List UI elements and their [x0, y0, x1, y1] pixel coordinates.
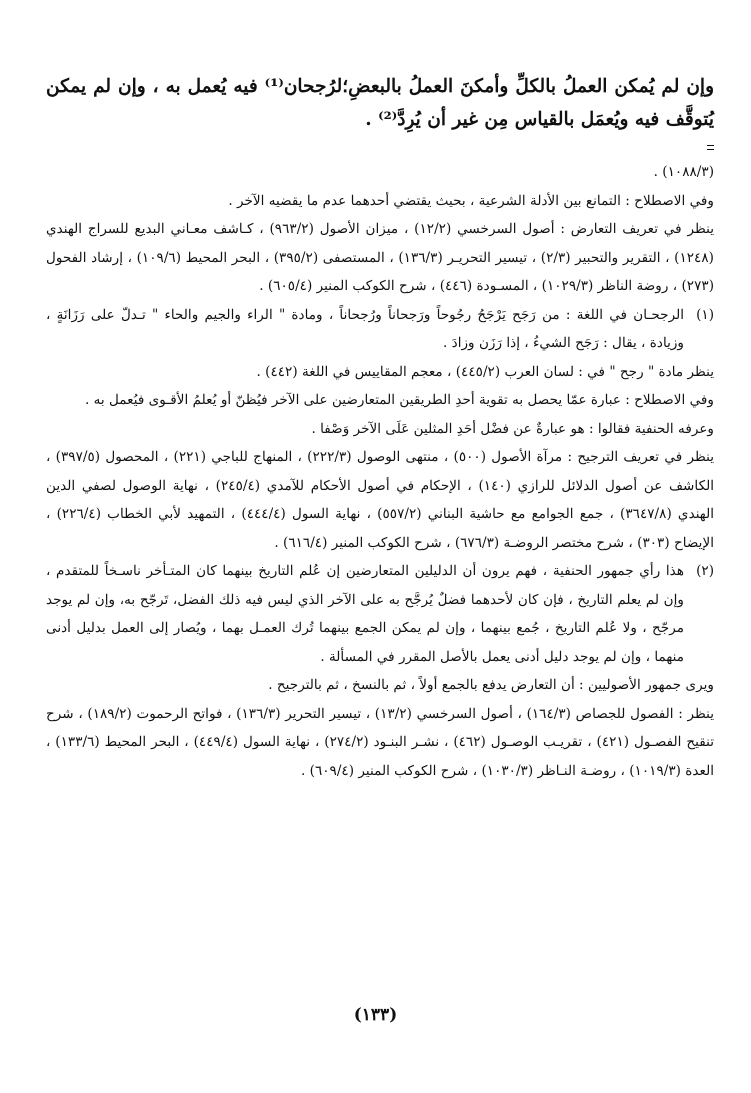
footnote-1 — [46, 301, 714, 358]
footnote-paragraph: ينظر : الفصول للجصاص (١٦٤/٣) ، أصول السرخسي (١٣/٢) ، تيسير التحرير (١٣٦/٣) ، فواتح الرحموت (١٨٩/٢) ، شرح تنقيح الفصـول (٤٢١) ، تقريـب الوصـول (٤٦٢) ، نشـر البنـود (٢٧٤/٢) ، نهاية السول (٤٤٩/٤) ، البحر المحيط (١٣٣/٦) ، العدة (١٠١٩/٣) ، روضـة النـاظر (١٠٣٠/٣) ، شرح الكوكب المنير (٦٠٩/٤) . — [46, 705, 714, 779]
page-number: (١٣٣) — [353, 1005, 398, 1025]
footnote-paragraph: وفي الاصطلاح : عبارة عمّا يحصل به تقوية أحدِ الطريقين المتعارضين على الآخر فيُظنّ أو يُعلمُ الأقـوى فيُعمل به . — [84, 392, 714, 408]
footnote-paragraph: الرجحـان في اللغة : من رَجَح يَرْجَحُ رجُوحاً ورَجحاناً ورُجحاناً ، ومادة " الراء والجيم والحاء " تـدلّ على رَزَانَةٍ ، وزيادة ، يقال : رَجَح الشيءُ ، إذا رَزَن وزادَ . — [46, 306, 684, 351]
footnote-number: (٢) — [696, 563, 714, 579]
footnote-continuation-line: (١٠٨٨/٣) . — [653, 164, 714, 180]
footnotes-section — [46, 158, 714, 785]
footnote-paragraph: وعرفه الحنفية فقالوا : هو عبارةٌ عن فضْل أحَدِ المثلين عَلَى الآخر وَصْفا . — [311, 420, 714, 437]
footnote-paragraph: ينظر مادة " رجح " في : لسان العرب (٤٤٥/٢) ، معجم المقاييس في اللغة (٤٤٢) . — [256, 363, 714, 380]
page-content — [46, 70, 714, 785]
footnote-divider — [46, 136, 714, 158]
footnote-continuation-line: ينظر في تعريف التعارض : أصول السرخسي (١٢/٢) ، ميزان الأصول (٩٦٣/٢) ، كـاشف معـاني البديع للسراج الهندي (١٢٤٨) ، التقرير والتحبير (٢/٣) ، تيسير التحريـر (١٣٦/٣) ، المستصفى (٣٩٥/٢) ، البحر المحيط (١٠٩/٦) ، إرشاد الفحول (٢٧٣) ، روضة الناظر (١٠٢٩/٣) ، المسـودة (٤٤٦) ، شرح الكوكب المنير (٦٠٥/٤) . — [46, 221, 714, 294]
footnote-number: (١) — [696, 306, 714, 323]
footnote-paragraph: ويرى جمهور الأصوليين : أن التعارض يدفع بالجمع أولاً ، ثم بالنسخ ، ثم بالترجيح . — [268, 677, 714, 693]
footnote-continuation-line: وفي الاصطلاح : التمانع بين الأدلة الشرعية ، بحيث يقتضي أحدهما عدم ما يقضيه الآخر . — [228, 192, 714, 209]
main-paragraph: وإن لم يُمكن العملُ بالكلِّ وأمكنَ العملُ بالبعضِ؛لرُجحان⁽¹⁾ فيه يُعمل به ، وإن لم يمكن يُتوقَّف فيه ويُعمَل بالقياس مِن غير أن يُرِدَّ⁽²⁾ . — [46, 76, 715, 130]
divider-line — [707, 149, 714, 150]
footnote-paragraph: هذا رأي جمهور الحنفية ، فهم يرون أن الدليلين المتعارضين إن عُلم التاريخ بينهما كان المتـأخر ناسـخاً للمتقدم ، وإن لم يعلم التاريخ ، فإن كان لأحدهما فضلٌ يُرجَّح به على الآخر الذي ليس فيه ذلك الفضل، تَرجّح به، وإن لم يوجد مرجّح ، ولا عُلم التاريخ ، جُمع بينهما ، وإن لم يمكن الجمع بينهما تُرك العمـل بهما ، ويُصار إلى العمل بدليل أدنى منهما ، وإن لم يوجد دليل أدنى يعمل بالأصل المقرر في المسألة . — [46, 563, 684, 665]
footnote-paragraph: ينظر في تعريف الترجيح : مرآة الأصول (٥٠٠) ، منتهى الوصول (٢٢٢/٣) ، المنهاج للباجي (٢٢١) ، المحصول (٣٩٧/٥) ، الكاشف عن أصول الدلائل للرازي (١٤٠) ، الإحكام في أصول الأحكام للآمدي (٢٤٥/٤) ، نهاية الوصول لصفي الدين الهندي (٣٦٤٧/٨) ، جمع الجوامع مع حاشية البناني (٥٥٧/٢) ، نهاية السول (٤٤٤/٤) ، التمهيد لأبي الخطاب (٢٢٦/٤) ، الإيضاح (٣٠٣) ، شرح مختصر الروضـة (٦٧٦/٣) ، شرح الكوكب المنير (٦١٦/٤) . — [46, 449, 715, 551]
footnote-2 — [46, 557, 714, 671]
divider-line — [707, 145, 714, 146]
